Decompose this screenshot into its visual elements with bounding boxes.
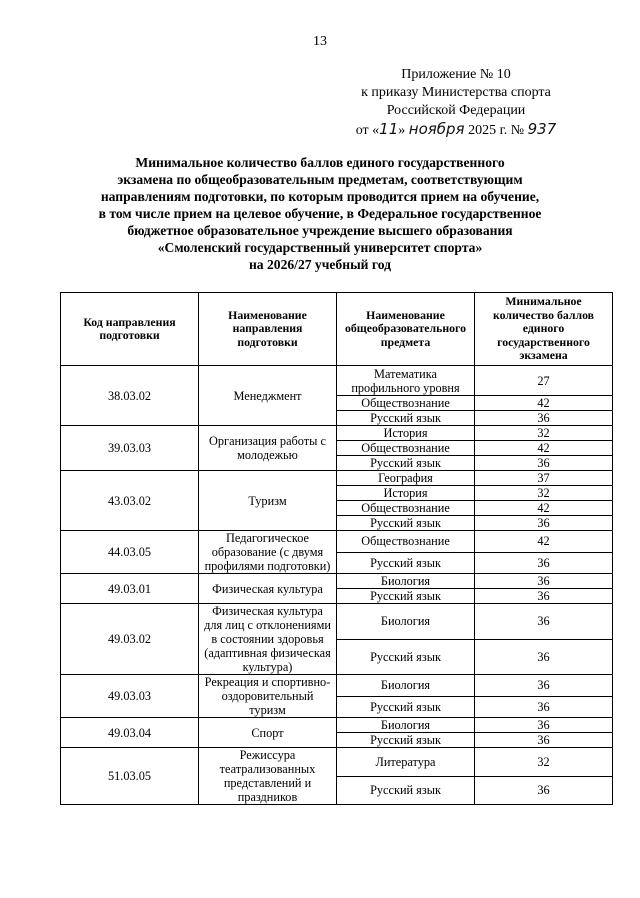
subject-name: Биология	[337, 604, 475, 640]
appendix-order-ref: к приказу Министерства спорта	[361, 85, 551, 100]
direction-code: 51.03.05	[61, 748, 199, 805]
direction-name: Спорт	[199, 718, 337, 748]
appendix-federation: Российской Федерации	[386, 103, 526, 118]
table-row	[61, 574, 613, 589]
min-score: 36	[475, 696, 613, 718]
table-row	[61, 675, 613, 697]
min-score: 36	[475, 675, 613, 697]
header-code: Код направления подготовки	[61, 293, 199, 366]
min-score: 32	[475, 426, 613, 441]
subject-name: Русский язык	[337, 516, 475, 531]
subject-name: Русский язык	[337, 776, 475, 805]
appendix-title: Приложение № 10	[401, 67, 511, 82]
direction-code: 49.03.02	[61, 604, 199, 675]
direction-name: Физическая культура	[199, 574, 337, 604]
title-line: направлениям подготовки, по которым проводится прием на обучение,	[100, 189, 540, 204]
title-line: в том числе прием на целевое обучение, в Федеральное государственное	[98, 206, 542, 221]
handwritten-order-number: 937	[527, 120, 557, 138]
min-score: 36	[475, 574, 613, 589]
min-score: 42	[475, 531, 613, 553]
min-score: 36	[475, 733, 613, 748]
subject-name: Литература	[337, 748, 475, 777]
subject-name: Математика профильного уровня	[337, 366, 475, 396]
subject-name: Русский язык	[337, 552, 475, 574]
subject-name: Русский язык	[337, 639, 475, 675]
min-scores-table	[60, 292, 613, 805]
subject-name: Обществознание	[337, 441, 475, 456]
direction-name: Педагогическое образование (с двумя профилями подготовки)	[199, 531, 337, 574]
table-row	[61, 426, 613, 441]
table-row	[61, 718, 613, 733]
direction-code: 49.03.01	[61, 574, 199, 604]
date-mid: »	[398, 123, 406, 138]
min-score: 42	[475, 501, 613, 516]
title-line: экзамена по общеобразовательным предметам, соответствующим	[117, 172, 523, 187]
table-row	[61, 471, 613, 486]
subject-name: Обществознание	[337, 501, 475, 516]
direction-code: 49.03.04	[61, 718, 199, 748]
table-header-row	[61, 293, 613, 366]
min-score: 32	[475, 486, 613, 501]
subject-name: Русский язык	[337, 589, 475, 604]
date-prefix: от «	[355, 123, 380, 138]
header-subject: Наименование общеобразовательного предмета	[337, 293, 475, 366]
direction-name: Физическая культура для лиц с отклонениями в состоянии здоровья (адаптивная физическая культура)	[199, 604, 337, 675]
title-line: на 2026/27 учебный год	[248, 257, 392, 272]
subject-name: Русский язык	[337, 411, 475, 426]
subject-name: Русский язык	[337, 696, 475, 718]
direction-name: Менеджмент	[199, 366, 337, 426]
min-score: 36	[475, 718, 613, 733]
min-score: 27	[475, 366, 613, 396]
subject-name: География	[337, 471, 475, 486]
handwritten-month: ноября	[408, 120, 465, 138]
subject-name: Биология	[337, 675, 475, 697]
table-row	[61, 366, 613, 396]
min-score: 36	[475, 552, 613, 574]
min-score: 32	[475, 748, 613, 777]
subject-name: История	[337, 426, 475, 441]
min-score: 36	[475, 776, 613, 805]
date-year: 2025 г. №	[468, 123, 525, 138]
direction-name: Рекреация и спортивно-оздоровительный туризм	[199, 675, 337, 718]
min-score: 36	[475, 516, 613, 531]
appendix-block	[336, 66, 576, 140]
min-score: 36	[475, 411, 613, 426]
direction-name: Режиссура театрализованных представлений и праздников	[199, 748, 337, 805]
table-row	[61, 531, 613, 553]
title-line: «Смоленский государственный университет спорта»	[157, 240, 483, 255]
subject-name: История	[337, 486, 475, 501]
title-line: Минимальное количество баллов единого государственного	[135, 155, 505, 170]
document-title	[60, 154, 580, 273]
direction-code: 49.03.03	[61, 675, 199, 718]
table-row	[61, 748, 613, 777]
subject-name: Биология	[337, 574, 475, 589]
direction-name: Организация работы с молодежью	[199, 426, 337, 471]
direction-code: 39.03.03	[61, 426, 199, 471]
handwritten-day: 11	[379, 120, 399, 138]
subject-name: Русский язык	[337, 733, 475, 748]
subject-name: Обществознание	[337, 531, 475, 553]
direction-name: Туризм	[199, 471, 337, 531]
direction-code: 38.03.02	[61, 366, 199, 426]
min-score: 36	[475, 456, 613, 471]
header-min-score: Минимальное количество баллов единого государственного экзамена	[475, 293, 613, 366]
subject-name: Обществознание	[337, 396, 475, 411]
subject-name: Русский язык	[337, 456, 475, 471]
header-direction: Наименование направления подготовки	[199, 293, 337, 366]
min-score: 36	[475, 589, 613, 604]
direction-code: 43.03.02	[61, 471, 199, 531]
title-line: бюджетное образовательное учреждение высшего образования	[127, 223, 513, 238]
min-score: 42	[475, 396, 613, 411]
min-score: 36	[475, 604, 613, 640]
direction-code: 44.03.05	[61, 531, 199, 574]
order-date-line	[336, 120, 576, 140]
min-score: 42	[475, 441, 613, 456]
min-score: 37	[475, 471, 613, 486]
page-number: 13	[313, 34, 327, 49]
table-row	[61, 604, 613, 640]
subject-name: Биология	[337, 718, 475, 733]
min-score: 36	[475, 639, 613, 675]
